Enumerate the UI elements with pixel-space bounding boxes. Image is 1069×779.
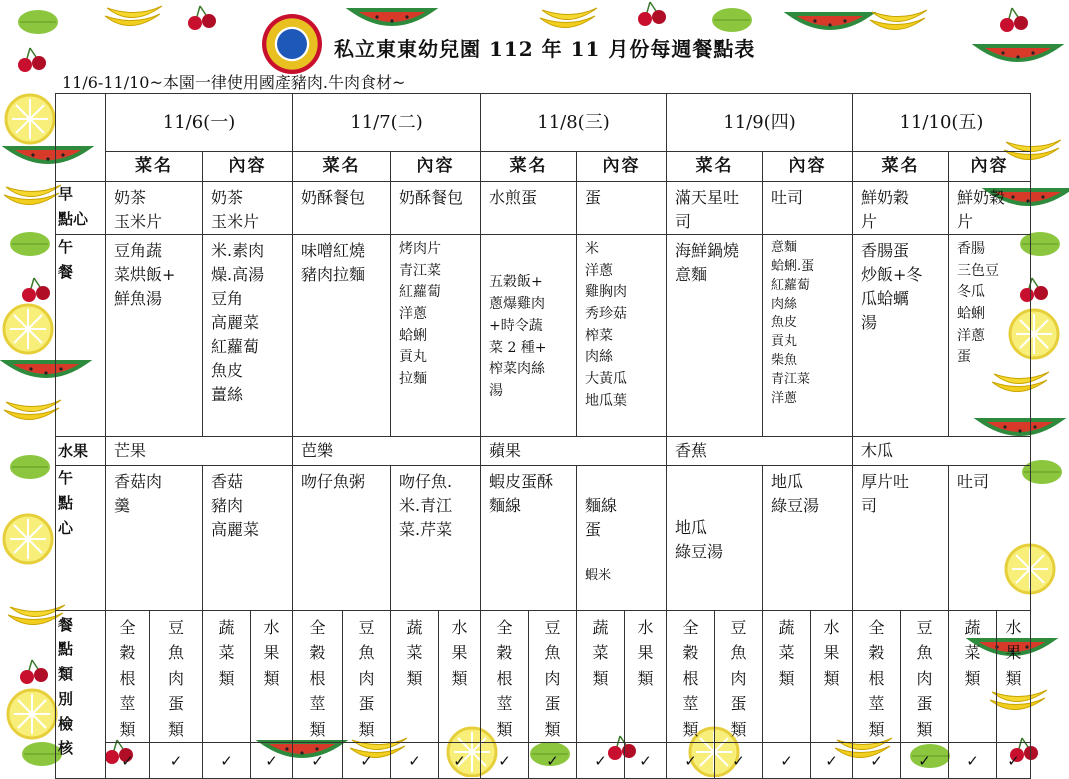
food-group-label: 豆 魚 肉 蛋 類 [715, 610, 763, 743]
breakfast-content: 鮮奶穀 片 [949, 182, 1031, 235]
check-mark-icon: ✓ [391, 743, 439, 779]
row-label-breakfast: 早 點心 [56, 182, 106, 235]
food-group-label: 水 果 類 [439, 610, 481, 743]
breakfast-dish: 奶酥餐包 [293, 182, 391, 235]
breakfast-dish: 水煎蛋 [481, 182, 577, 235]
food-group-label: 豆 魚 肉 蛋 類 [150, 610, 203, 743]
check-mark-icon: ✓ [577, 743, 625, 779]
page-subtitle: 11/6-11/10~本園一律使用國產豬肉.牛肉食材~ [62, 73, 406, 92]
date-header: 11/6(一) [106, 94, 293, 152]
kindergarten-logo-icon [262, 14, 322, 74]
date-header: 11/10(五) [853, 94, 1031, 152]
lunch-dish: 五穀飯+ 蔥爆雞肉 +時令蔬 菜 2 種+ 榨菜肉絲 湯 [481, 235, 577, 437]
check-mark-icon: ✓ [106, 743, 150, 779]
content-header: 內容 [391, 152, 481, 182]
food-group-label: 全 穀 根 莖 類 [293, 610, 343, 743]
content-header: 內容 [577, 152, 667, 182]
check-mark-icon: ✓ [763, 743, 811, 779]
food-group-label: 蔬 菜 類 [391, 610, 439, 743]
breakfast-dish: 奶茶 玉米片 [106, 182, 203, 235]
dish-header: 菜名 [667, 152, 763, 182]
breakfast-dish: 鮮奶穀 片 [853, 182, 949, 235]
breakfast-content: 蛋 [577, 182, 667, 235]
food-group-label: 蔬 菜 類 [949, 610, 997, 743]
breakfast-content: 奶酥餐包 [391, 182, 481, 235]
dish-header: 菜名 [853, 152, 949, 182]
afternoon-content-main: 麵線 蛋 [585, 496, 618, 539]
content-header: 內容 [203, 152, 293, 182]
food-group-label: 豆 魚 肉 蛋 類 [529, 610, 577, 743]
check-mark-icon: ✓ [667, 743, 715, 779]
food-group-label: 蔬 菜 類 [763, 610, 811, 743]
row-label-lunch: 午 餐 [56, 235, 106, 437]
check-mark-icon: ✓ [853, 743, 901, 779]
breakfast-content: 奶茶 玉米片 [203, 182, 293, 235]
lunch-dish: 香腸蛋 炒飯+冬 瓜蛤蠣 湯 [853, 235, 949, 437]
check-mark-icon: ✓ [625, 743, 667, 779]
lunch-dish: 味噌紅燒 豬肉拉麵 [293, 235, 391, 437]
lunch-content: 意麵 蛤蜊.蛋 紅蘿蔔 肉絲 魚皮 貢丸 柴魚 青江菜 洋蔥 [763, 235, 853, 437]
afternoon-dish: 香菇肉 羹 [106, 466, 203, 611]
page-title: 私立東東幼兒園 112 年 11 月份每週餐點表 [334, 36, 756, 61]
lunch-dish: 豆角蔬 菜烘飯+ 鮮魚湯 [106, 235, 203, 437]
fruit-cell: 香蕉 [667, 437, 853, 466]
lunch-content: 香腸 三色豆 冬瓜 蛤蜊 洋蔥 蛋 [949, 235, 1031, 437]
food-group-label: 全 穀 根 莖 類 [667, 610, 715, 743]
check-mark-icon: ✓ [949, 743, 997, 779]
food-group-label: 豆 魚 肉 蛋 類 [343, 610, 391, 743]
afternoon-dish: 蝦皮蛋酥 麵線 [481, 466, 577, 611]
lunch-content: 烤肉片 青江菜 紅蘿蔔 洋蔥 蛤蜊 貢丸 拉麵 [391, 235, 481, 437]
date-header: 11/9(四) [667, 94, 853, 152]
dish-header: 菜名 [293, 152, 391, 182]
fruit-cell: 芒果 [106, 437, 293, 466]
content-header: 內容 [949, 152, 1031, 182]
check-mark-icon: ✓ [901, 743, 949, 779]
date-header: 11/7(二) [293, 94, 481, 152]
breakfast-content: 吐司 [763, 182, 853, 235]
check-mark-icon: ✓ [203, 743, 251, 779]
food-group-label: 蔬 菜 類 [577, 610, 625, 743]
food-group-label: 水 果 類 [625, 610, 667, 743]
lunch-dish: 海鮮鍋燒 意麵 [667, 235, 763, 437]
dish-header: 菜名 [106, 152, 203, 182]
food-group-label: 全 穀 根 莖 類 [106, 610, 150, 743]
check-mark-icon: ✓ [997, 743, 1031, 779]
afternoon-dish: 吻仔魚粥 [293, 466, 391, 611]
date-header: 11/8(三) [481, 94, 667, 152]
fruit-cell: 蘋果 [481, 437, 667, 466]
breakfast-dish: 滿天星吐 司 [667, 182, 763, 235]
afternoon-content [577, 466, 667, 611]
weekly-menu-table [55, 93, 1031, 779]
lunch-content: 米 洋蔥 雞胸肉 秀珍菇 榨菜 肉絲 大黃瓜 地瓜葉 [577, 235, 667, 437]
check-mark-icon: ✓ [715, 743, 763, 779]
food-group-label: 水 果 類 [251, 610, 293, 743]
check-mark-icon: ✓ [529, 743, 577, 779]
food-group-label: 豆 魚 肉 蛋 類 [901, 610, 949, 743]
check-mark-icon: ✓ [439, 743, 481, 779]
afternoon-content: 吻仔魚. 米.青江 菜.芹菜 [391, 466, 481, 611]
check-mark-icon: ✓ [811, 743, 853, 779]
check-mark-icon: ✓ [343, 743, 391, 779]
fruit-cell: 芭樂 [293, 437, 481, 466]
afternoon-dish: 厚片吐 司 [853, 466, 949, 611]
afternoon-content: 地瓜 綠豆湯 [763, 466, 853, 611]
afternoon-dish: 地瓜 綠豆湯 [667, 466, 763, 611]
food-group-label: 蔬 菜 類 [203, 610, 251, 743]
check-mark-icon: ✓ [481, 743, 529, 779]
fruit-cell: 木瓜 [853, 437, 1031, 466]
row-label-fruit: 水果 [56, 437, 106, 466]
food-group-label: 全 穀 根 莖 類 [853, 610, 901, 743]
food-group-label: 水 果 類 [811, 610, 853, 743]
content-header: 內容 [763, 152, 853, 182]
afternoon-content: 吐司 [949, 466, 1031, 611]
food-group-label: 水 果 類 [997, 610, 1031, 743]
afternoon-content-sub: 蝦米 [585, 568, 612, 583]
check-mark-icon: ✓ [251, 743, 293, 779]
check-mark-icon: ✓ [293, 743, 343, 779]
check-mark-icon: ✓ [150, 743, 203, 779]
header [262, 14, 755, 74]
lunch-content: 米.素肉 燥.高湯 豆角 高麗菜 紅蘿蔔 魚皮 薑絲 [203, 235, 293, 437]
afternoon-content: 香菇 豬肉 高麗菜 [203, 466, 293, 611]
dish-header: 菜名 [481, 152, 577, 182]
row-label-check: 餐 點 類 別 檢 核 [56, 610, 106, 779]
corner-cell [56, 94, 106, 182]
row-label-afternoon: 午 點 心 [56, 466, 106, 611]
food-group-label: 全 穀 根 莖 類 [481, 610, 529, 743]
